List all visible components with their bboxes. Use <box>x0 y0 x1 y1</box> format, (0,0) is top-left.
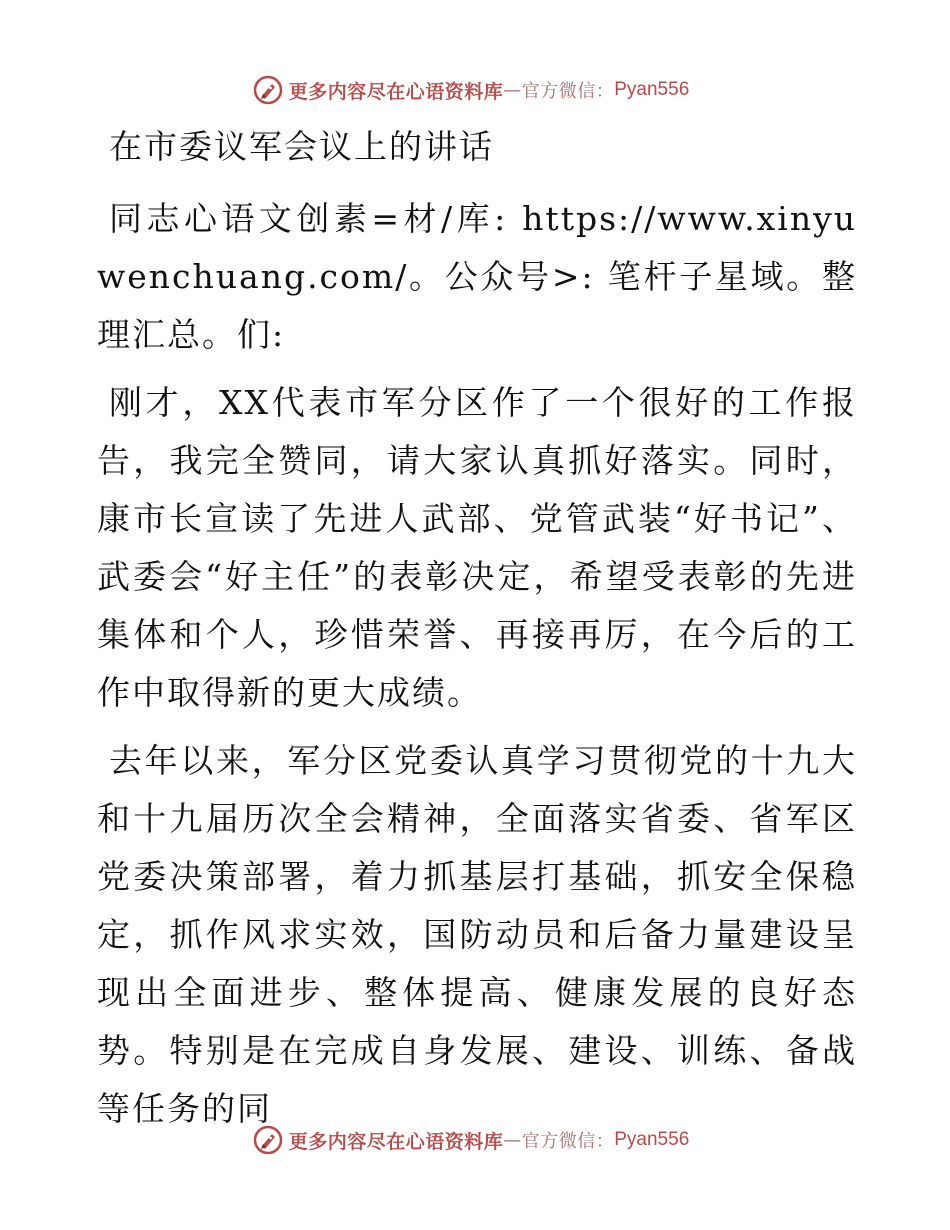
pen-nib-logo-icon <box>253 75 283 105</box>
footer-brand-text: 更多内容尽在心语资料库 <box>288 1130 504 1153</box>
footer-banner <box>0 1122 950 1158</box>
pen-nib-logo-icon <box>253 1125 283 1155</box>
document-body <box>97 118 857 1148</box>
banner-wechat-label: 官方微信： <box>521 81 615 102</box>
banner-separator: — <box>503 79 522 101</box>
footer-wechat-label: 官方微信： <box>521 1131 615 1152</box>
paragraph-3: 去年以来，军分区党委认真学习贯彻党的十九大和十九届历次全会精神，全面落实省委、省军区党委决策部署，着力抓基层打基础，抓安全保稳定，抓作风求实效，国防动员和后备力量建设呈现出全面进步、整体提高、健康发展的良好态势。特别是在完成自身发展、建设、训练、备战等任务的同 <box>97 741 857 1128</box>
footer-separator: — <box>503 1129 522 1151</box>
paragraph-2: 刚才，XX代表市军分区作了一个很好的工作报告，我完全赞同，请大家认真抓好落实。同时，康市长宣读了先进人武部、党管武装“好书记”、武委会“好主任”的表彰决定，希望受表彰的先进集体和个人，珍惜荣誉、再接再厉，在今后的工作中取得新的更大成绩。 <box>97 383 857 712</box>
paragraph-1: 同志心语文创素=材/库: https://www.xinyuwenchuang.com/。公众号>: 笔杆子星域。整理汇总。们: <box>97 199 857 354</box>
banner-brand-text: 更多内容尽在心语资料库 <box>288 80 504 103</box>
footer-wechat-id: Pyan556 <box>614 1129 690 1150</box>
document-title: 在市委议军会议上的讲话 <box>109 127 494 166</box>
banner-wechat-id: Pyan556 <box>614 79 690 100</box>
header-banner <box>0 72 950 108</box>
